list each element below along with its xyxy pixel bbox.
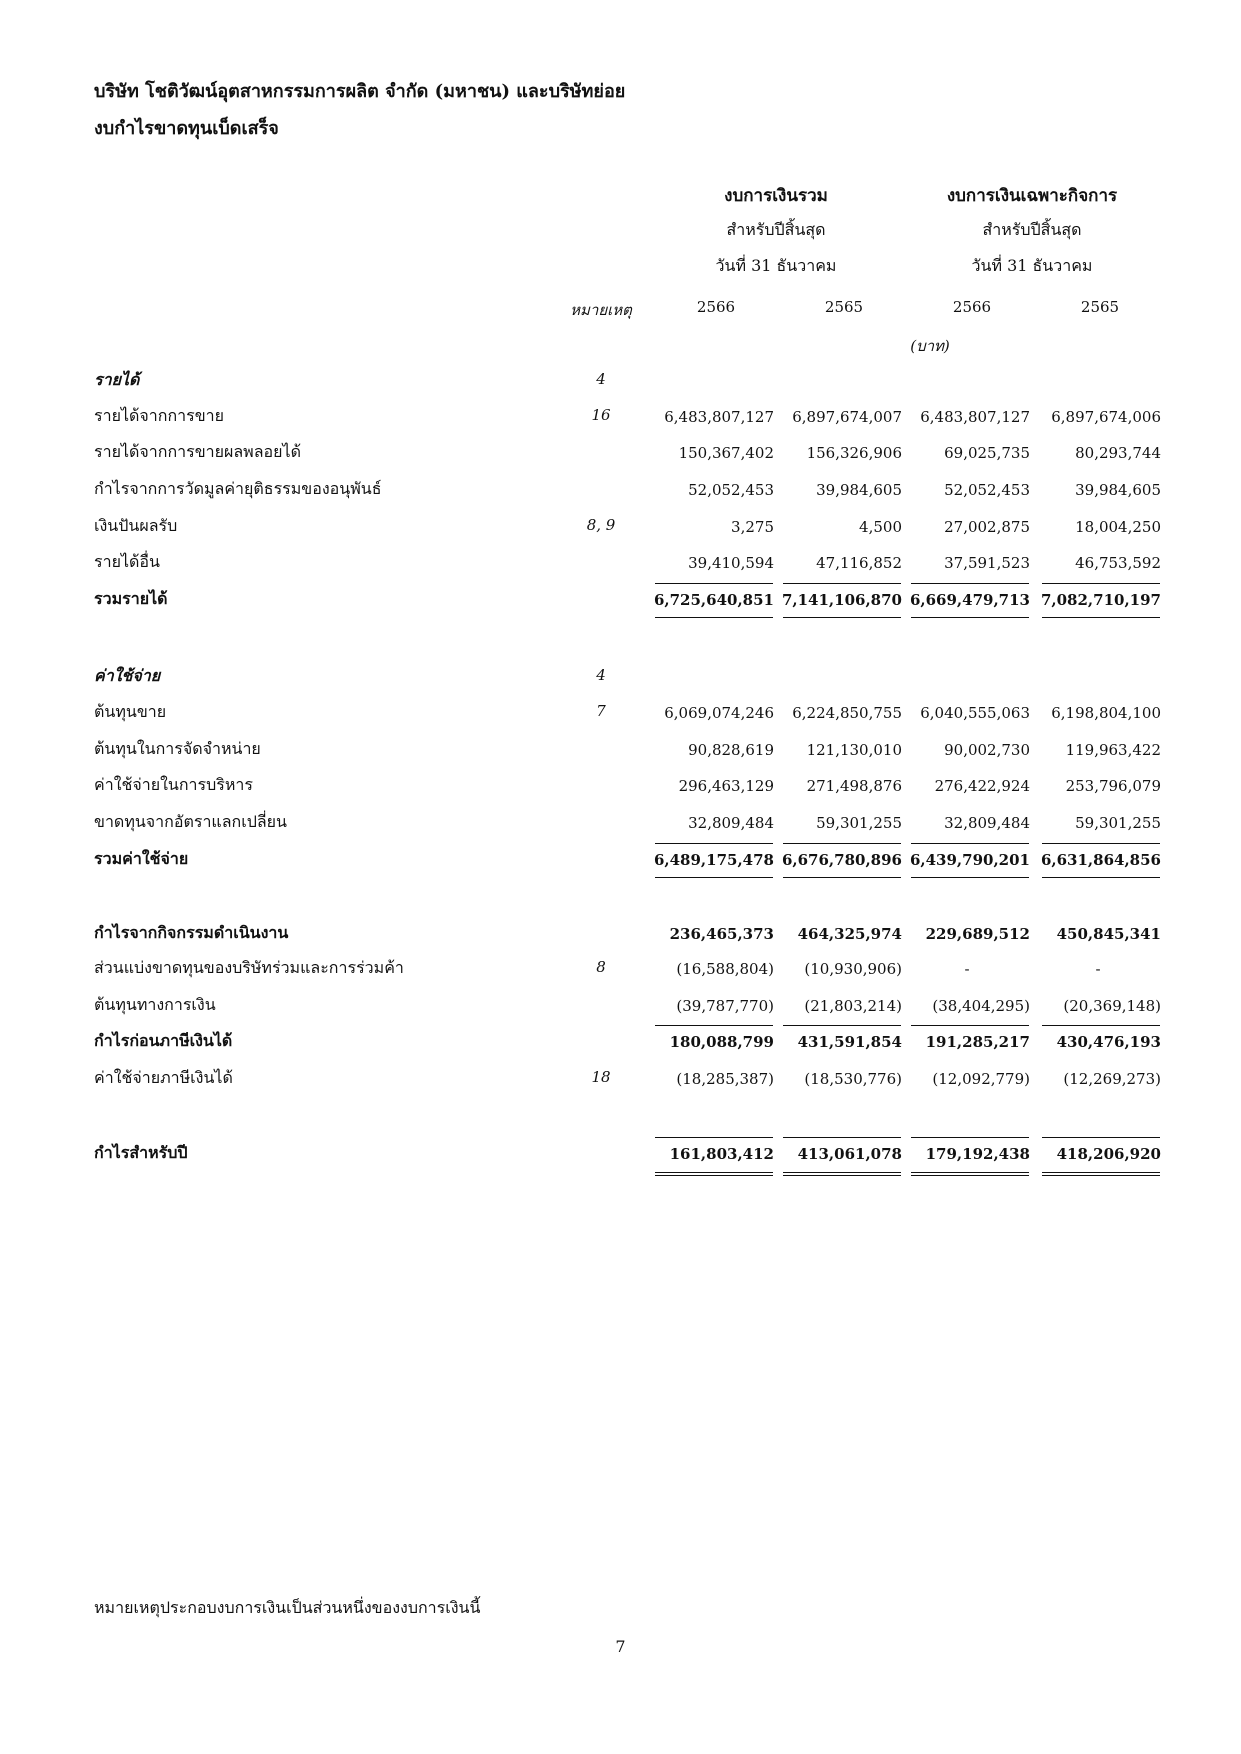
statement-row [0, 773, 1241, 799]
row-label: รวมรายได้ [94, 589, 168, 608]
row-label: รายได้อื่น [94, 552, 160, 571]
row-value: 59,301,255 [816, 814, 902, 832]
row-value: 191,285,217 [925, 1033, 1030, 1051]
statement-row [0, 1141, 1241, 1167]
row-note: 8, 9 [586, 516, 616, 534]
row-label: ส่วนแบ่งขาดทุนของบริษัทร่วมและการร่วมค้า [94, 958, 404, 977]
row-value: 6,439,790,201 [909, 851, 1030, 869]
subtotal-rule [655, 583, 773, 584]
row-value: 6,483,807,127 [664, 408, 774, 426]
row-label: ค่าใช้จ่ายภาษีเงินได้ [94, 1068, 233, 1087]
row-value: 6,198,804,100 [1051, 704, 1161, 722]
subtotal-rule [1042, 583, 1160, 584]
row-value: 18,004,250 [1075, 518, 1161, 536]
statement-row [0, 921, 1241, 947]
statement-row [0, 847, 1241, 873]
subtotal-rule [911, 1025, 1029, 1026]
row-value: 27,002,875 [944, 518, 1030, 536]
row-value: 7,141,106,870 [781, 591, 902, 609]
row-value: 119,963,422 [1065, 741, 1161, 759]
statement-row [0, 664, 1241, 690]
note-column-header: หมายเหตุ [570, 301, 632, 319]
row-value: 6,676,780,896 [781, 851, 902, 869]
statement-row [0, 440, 1241, 466]
row-label: ต้นทุนขาย [94, 702, 167, 721]
row-value: (20,369,148) [1063, 997, 1161, 1015]
row-label: รายได้ [94, 370, 140, 389]
row-value: 6,483,807,127 [920, 408, 1030, 426]
subtotal-rule [783, 1025, 901, 1026]
row-value: 161,803,412 [669, 1145, 774, 1163]
double-underline [655, 1172, 773, 1176]
statement-row [0, 1066, 1241, 1092]
row-label: รายได้จากการขายผลพลอยได้ [94, 442, 301, 461]
row-value: 6,489,175,478 [653, 851, 774, 869]
row-value: 6,669,479,713 [909, 591, 1030, 609]
subtotal-rule [783, 583, 901, 584]
subtotal-rule [655, 1137, 773, 1138]
subtotal-rule [911, 583, 1029, 584]
row-value: 6,224,850,755 [792, 704, 902, 722]
row-value: 430,476,193 [1056, 1033, 1161, 1051]
row-value: 121,130,010 [806, 741, 902, 759]
subtotal-rule [1042, 1025, 1160, 1026]
row-label: เงินปันผลรับ [94, 516, 178, 535]
statement-row [0, 810, 1241, 836]
row-value: (12,092,779) [932, 1070, 1030, 1088]
row-value: 276,422,924 [934, 777, 1030, 795]
row-value: 150,367,402 [678, 444, 774, 462]
row-value: 59,301,255 [1075, 814, 1161, 832]
row-value: (38,404,295) [932, 997, 1030, 1015]
row-value: (10,930,906) [804, 960, 902, 978]
row-value: 179,192,438 [925, 1145, 1030, 1163]
consolidated-group-period: สำหรับปีสิ้นสุด [726, 220, 826, 239]
page-number: 7 [615, 1637, 626, 1656]
statement-row [0, 737, 1241, 763]
row-label: ต้นทุนในการจัดจำหน่าย [94, 739, 261, 758]
row-label: กำไรจากกิจกรรมดำเนินงาน [94, 923, 289, 942]
row-value: 39,984,605 [1075, 481, 1161, 499]
row-value: 271,498,876 [806, 777, 902, 795]
row-value: 46,753,592 [1075, 554, 1161, 572]
statement-row [0, 550, 1241, 576]
statement-row [0, 1029, 1241, 1055]
subtotal-rule [911, 843, 1029, 844]
currency-unit: (บาท) [910, 337, 950, 355]
subtotal-rule [655, 1025, 773, 1026]
row-value: 90,002,730 [944, 741, 1030, 759]
row-note: 4 [596, 666, 606, 684]
row-value: 6,040,555,063 [920, 704, 1030, 722]
row-label: ค่าใช้จ่ายในการบริหาร [94, 775, 253, 794]
year-header-separate-2565: 2565 [1080, 298, 1120, 316]
row-label: กำไรสำหรับปี [94, 1143, 188, 1162]
subtotal-rule [911, 1137, 1029, 1138]
statement-row [0, 477, 1241, 503]
total-underline [1042, 617, 1160, 618]
statement-row [0, 587, 1241, 613]
row-value: 52,052,453 [944, 481, 1030, 499]
row-value: 47,116,852 [816, 554, 902, 572]
statement-row [0, 993, 1241, 1019]
row-value: (12,269,273) [1063, 1070, 1161, 1088]
year-header-separate-2566: 2566 [952, 298, 992, 316]
subtotal-rule [655, 843, 773, 844]
row-value: (21,803,214) [804, 997, 902, 1015]
separate-group-period: สำหรับปีสิ้นสุด [982, 220, 1082, 239]
double-underline [783, 1172, 901, 1176]
row-label: กำไรจากการวัดมูลค่ายุติธรรมของอนุพันธ์ [94, 479, 382, 498]
row-value: 431,591,854 [797, 1033, 902, 1051]
row-value: 413,061,078 [797, 1145, 902, 1163]
subtotal-rule [1042, 843, 1160, 844]
row-value: 39,984,605 [816, 481, 902, 499]
row-value: 37,591,523 [944, 554, 1030, 572]
double-underline [1042, 1172, 1160, 1176]
row-label: รวมค่าใช้จ่าย [94, 849, 189, 868]
row-value: 32,809,484 [944, 814, 1030, 832]
year-header-consolidated-2566: 2566 [696, 298, 736, 316]
year-header-consolidated-2565: 2565 [824, 298, 864, 316]
double-underline [911, 1172, 1029, 1176]
total-underline [655, 877, 773, 878]
row-value: 4,500 [859, 518, 902, 536]
row-value: 52,052,453 [688, 481, 774, 499]
total-underline [1042, 877, 1160, 878]
total-underline [783, 617, 901, 618]
subtotal-rule [783, 1137, 901, 1138]
row-value: 39,410,594 [688, 554, 774, 572]
total-underline [911, 617, 1029, 618]
row-value: (39,787,770) [676, 997, 774, 1015]
subtotal-rule [1042, 1137, 1160, 1138]
separate-group-date: วันที่ 31 ธันวาคม [971, 256, 1093, 275]
statement-title: งบกำไรขาดทุนเบ็ดเสร็จ [94, 118, 279, 139]
row-note: 7 [596, 702, 606, 720]
statement-row [0, 956, 1241, 982]
row-value: 6,725,640,851 [653, 591, 774, 609]
row-value: 6,069,074,246 [664, 704, 774, 722]
row-value: 6,631,864,856 [1040, 851, 1161, 869]
total-underline [655, 617, 773, 618]
row-note: 16 [591, 406, 611, 424]
statement-row [0, 514, 1241, 540]
company-name: บริษัท โชติวัฒน์อุตสาหกรรมการผลิต จำกัด (มหาชน) และบริษัทย่อย [94, 81, 626, 102]
total-underline [783, 877, 901, 878]
row-value: 6,897,674,007 [792, 408, 902, 426]
row-note: 18 [591, 1068, 611, 1086]
total-underline [911, 877, 1029, 878]
consolidated-group-title: งบการเงินรวม [724, 186, 828, 206]
row-value: 236,465,373 [669, 925, 774, 943]
row-label: ขาดทุนจากอัตราแลกเปลี่ยน [94, 812, 287, 831]
row-value: 69,025,735 [944, 444, 1030, 462]
statement-row [0, 368, 1241, 394]
row-value: - [1095, 960, 1101, 978]
row-value: - [964, 960, 970, 978]
subtotal-rule [783, 843, 901, 844]
row-label: กำไรก่อนภาษีเงินได้ [94, 1031, 233, 1050]
row-value: 450,845,341 [1056, 925, 1161, 943]
separate-group-title: งบการเงินเฉพาะกิจการ [946, 186, 1118, 206]
statement-row [0, 700, 1241, 726]
row-value: (16,588,804) [676, 960, 774, 978]
consolidated-group-date: วันที่ 31 ธันวาคม [715, 256, 837, 275]
row-value: (18,285,387) [676, 1070, 774, 1088]
statement-row [0, 404, 1241, 430]
row-note: 8 [596, 958, 606, 976]
row-value: 156,326,906 [806, 444, 902, 462]
footer-note: หมายเหตุประกอบงบการเงินเป็นส่วนหนึ่งของงบการเงินนี้ [94, 1598, 481, 1617]
row-value: 3,275 [731, 518, 774, 536]
row-value: 7,082,710,197 [1040, 591, 1161, 609]
row-note: 4 [596, 370, 606, 388]
row-label: รายได้จากการขาย [94, 406, 224, 425]
row-value: 229,689,512 [925, 925, 1030, 943]
row-value: 418,206,920 [1056, 1145, 1161, 1163]
row-value: (18,530,776) [804, 1070, 902, 1088]
row-value: 464,325,974 [797, 925, 902, 943]
row-value: 32,809,484 [688, 814, 774, 832]
row-label: ต้นทุนทางการเงิน [94, 995, 216, 1014]
row-value: 180,088,799 [669, 1033, 774, 1051]
row-value: 6,897,674,006 [1051, 408, 1161, 426]
row-value: 80,293,744 [1075, 444, 1161, 462]
row-value: 296,463,129 [678, 777, 774, 795]
row-value: 90,828,619 [688, 741, 774, 759]
row-value: 253,796,079 [1065, 777, 1161, 795]
row-label: ค่าใช้จ่าย [94, 666, 161, 685]
